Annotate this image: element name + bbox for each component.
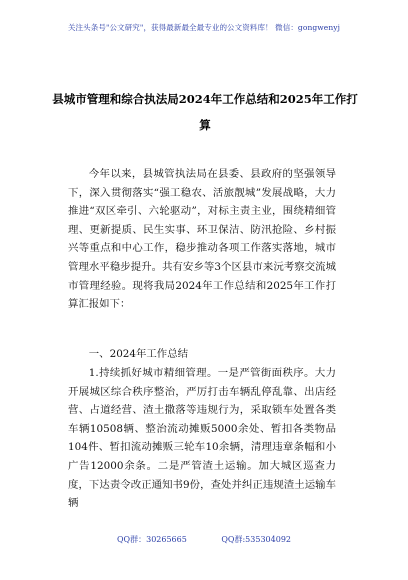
footer-qq-2: QQ群:535304092 xyxy=(221,535,291,544)
item-text: 1.持续抓好城市精细管理。一是严管街面秩序。大力开展城区综合秩序整治，严厉打击车辆乱停乱靠、出店经营、占道经营、渣土撒落等违规行为，采取锁车处置各类车辆10508辆、整治流动摊贩5000余处、暂扣各类物品104件、暂扣流动摊贩三轮车10余辆，清理违章条幅和小广告12000余条。二是严管渣土运输。加大城区巡查力度，下达责令改正通知书9份，查处并纠正违规渣土运输车辆 xyxy=(68,367,336,510)
footer-qq-1: QQ群：30265665 xyxy=(116,535,187,544)
document-title-line2: 算 xyxy=(199,118,211,132)
intro-paragraph xyxy=(68,165,336,314)
item-paragraph xyxy=(68,364,336,513)
section-heading xyxy=(68,345,336,364)
header-note: 关注头条号"公文研究"，获得最新最全最专业的公文资料库！ 微信：gongwenyj xyxy=(67,23,341,32)
section-heading-text: 一、2024年工作总结 xyxy=(88,348,188,360)
intro-text: 今年以来，县城管执法局在县委、县政府的坚强领导下，深入贯彻落实“强工稳农、活旅靓城”发展战略，大力推进“双区牵引、六轮驱动”，对标主责主业，围绕精细管理、更新提质、民生实事、环卫保洁、防汛抢险、乡村振兴等重点和中心工作，稳步推动各项工作落实落地，城市管理水平稳步提升。共有安乡等3个区县市来沅考察交流城市管理经验。现将我局2024年工作总结和2025年工作打算汇报如下： xyxy=(68,168,336,311)
document-title-line1: 县城市管理和综合执法局2024年工作总结和2025年工作打 xyxy=(52,92,358,106)
footer xyxy=(0,534,408,545)
